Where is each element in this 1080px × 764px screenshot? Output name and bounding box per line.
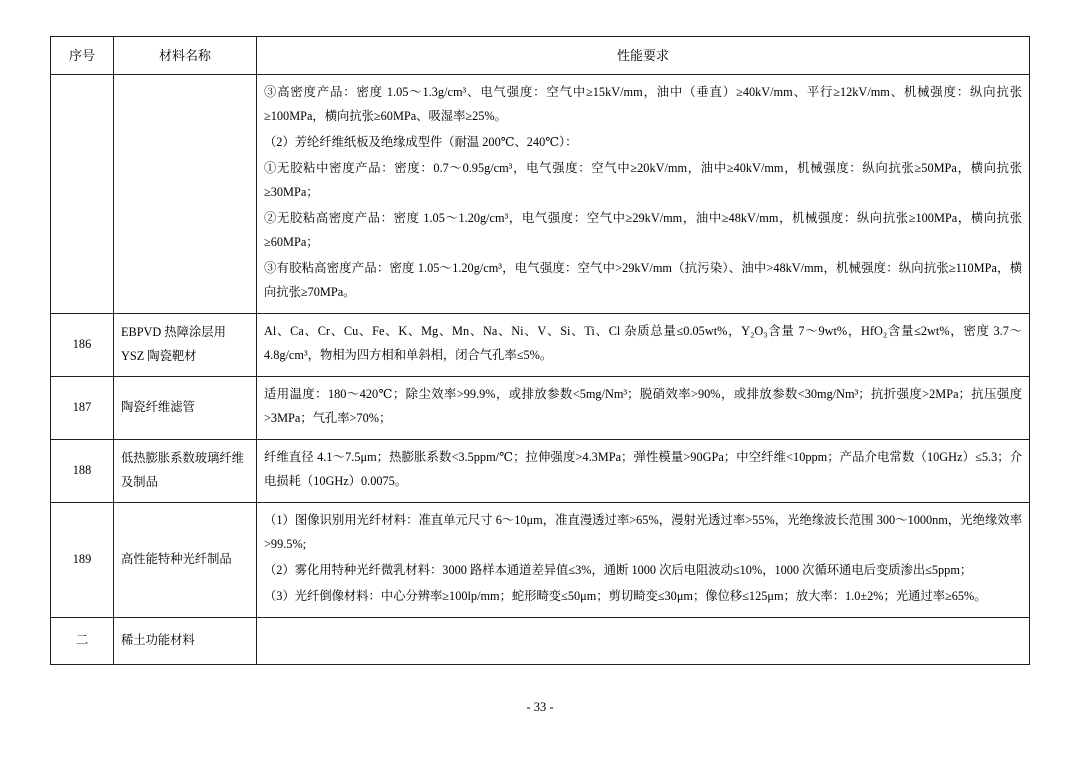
- table-row: [51, 617, 1030, 664]
- row-requirement: [257, 439, 1030, 502]
- requirement-line: ②无胶粘高密度产品：密度 1.05～1.20g/cm³，电气强度：空气中≥29kV/mm，油中≥48kV/mm，机械强度：纵向抗张≥100MPa，横向抗张≥60MPa；: [264, 211, 1022, 250]
- row-requirement: [257, 502, 1030, 617]
- row-no: 188: [51, 439, 114, 502]
- table-row: [51, 502, 1030, 617]
- row-name: 陶瓷纤维滤管: [114, 377, 257, 440]
- table-row: [51, 439, 1030, 502]
- row-no: 二: [51, 617, 114, 664]
- requirement-line: （1）图像识别用光纤材料：准直单元尺寸 6～10μm，准直漫透过率>65%，漫射光透过率>55%，光绝缘波长范围 300～1000nm，光绝缘效率>99.5%;: [264, 512, 1022, 551]
- row-no: 187: [51, 377, 114, 440]
- page-number: - 33 -: [526, 700, 554, 714]
- requirement-line: （2）雾化用特种光纤微乳材料：3000 路样本通道差异值≤3%，通断 1000 次后电阻波动≤10%，1000 次循环通电后变质渗出≤5ppm；: [264, 562, 973, 577]
- spec-table-wrapper: [50, 36, 1030, 665]
- requirement-line: （2）芳纶纤维纸板及绝缘成型件（耐温 200℃、240℃）：: [264, 135, 578, 150]
- row-requirement: [257, 617, 1030, 664]
- requirement-line: ①无胶粘中密度产品：密度：0.7～0.95g/cm³，电气强度：空气中≥20kV/mm，油中≥40kV/mm，机械强度：纵向抗张≥50MPa，横向抗张≥30MPa；: [264, 161, 1022, 200]
- row-name: 高性能特种光纤制品: [114, 502, 257, 617]
- column-header-requirement: 性能要求: [257, 37, 1030, 75]
- requirement-line: 纤维直径 4.1～7.5μm；热膨胀系数<3.5ppm/℃；拉伸强度>4.3MPa；弹性模量>90GPa；中空纤维<10ppm；产品介电常数（10GHz）≤5.3；介电损耗（10GHz）0.0075。: [264, 449, 1022, 488]
- row-requirement: [257, 314, 1030, 377]
- row-name: EBPVD 热障涂层用 YSZ 陶瓷靶材: [114, 314, 257, 377]
- column-header-name: 材料名称: [114, 37, 257, 75]
- row-name: 低热膨胀系数玻璃纤维及制品: [114, 439, 257, 502]
- table-header: [51, 37, 1030, 75]
- row-name: 稀土功能材料: [114, 617, 257, 664]
- row-name: [114, 75, 257, 314]
- table-row: [51, 314, 1030, 377]
- table-body: [51, 75, 1030, 664]
- specification-table: [50, 36, 1030, 665]
- table-header-row: [51, 37, 1030, 75]
- row-no: 189: [51, 502, 114, 617]
- requirement-line: ③高密度产品：密度 1.05～1.3g/cm³、电气强度：空气中≥15kV/mm，油中（垂直）≥40kV/mm、平行≥12kV/mm、机械强度：纵向抗张≥100MPa，横向抗张≥60MPa、吸湿率≥25%。: [264, 85, 1022, 124]
- requirement-line: Al、Ca、Cr、Cu、Fe、K、Mg、Mn、Na、Ni、V、Si、Ti、Cl 杂质总量≤0.05wt%，Y₂O₃含量 7～9wt%，HfO₂含量≤2wt%，密度 3.7～4.8g/cm³，物相为四方相和单斜相，闭合气孔率≤5%。: [264, 324, 1022, 363]
- row-no: 186: [51, 314, 114, 377]
- column-header-no: 序号: [51, 37, 114, 75]
- table-row: [51, 75, 1030, 314]
- requirement-line: ③有胶粘高密度产品：密度 1.05～1.20g/cm³，电气强度：空气中>29kV/mm（抗污染）、油中>48kV/mm，机械强度：纵向抗张≥110MPa，横向抗张≥70MPa。: [264, 261, 1022, 300]
- row-requirement: [257, 377, 1030, 440]
- row-requirement: [257, 75, 1030, 314]
- table-row: [51, 377, 1030, 440]
- row-no: [51, 75, 114, 314]
- requirement-line: 适用温度：180～420℃；除尘效率>99.9%，或排放参数<5mg/Nm³；脱硝效率>90%，或排放参数<30mg/Nm³；抗折强度>2MPa；抗压强度>3MPa；气孔率>70%；: [264, 387, 1022, 425]
- requirement-line: （3）光纤倒像材料：中心分辨率≥100lp/mm；蛇形畸变≤50μm；剪切畸变≤30μm；像位移≤125μm；放大率：1.0±2%；光通过率≥65%。: [264, 588, 987, 603]
